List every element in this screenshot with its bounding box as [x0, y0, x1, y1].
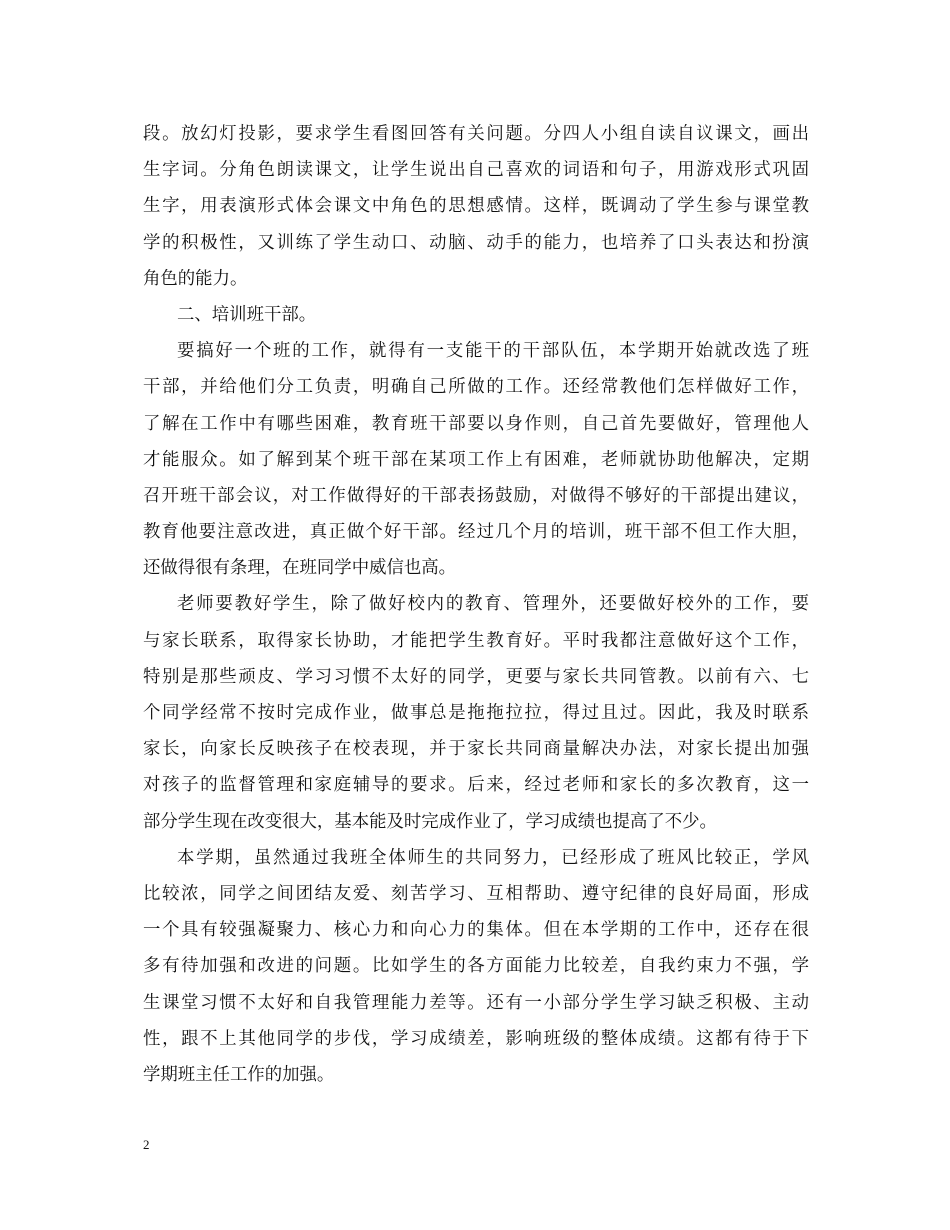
- text-line: 生字，用表演形式体会课文中角色的思想感情。这样，既调动了学生参与课堂教: [143, 196, 809, 217]
- text-line: 干部，并给他们分工负责，明确自己所做的工作。还经常教他们怎样做好工作，: [143, 377, 809, 398]
- text-line: 生字词。分角色朗读课文，让学生说出自己喜欢的词语和句子，用游戏形式巩固: [143, 160, 809, 181]
- text-line: 生课堂习惯不太好和自我管理能力差等。还有一小部分学生学习缺乏积极、主动: [143, 992, 809, 1013]
- text-line: 教育他要注意改进，真正做个好干部。经过几个月的培训，班干部不但工作大胆，: [143, 522, 809, 543]
- text-line: 部分学生现在改变很大，基本能及时完成作业了，学习成绩也提高了不少。: [143, 811, 717, 832]
- text-line: 学期班主任工作的加强。: [143, 1064, 335, 1085]
- text-line: 性，跟不上其他同学的步伐，学习成绩差，影响班级的整体成绩。这都有待于下: [143, 1028, 809, 1049]
- text-line: 家长，向家长反映孩子在校表现，并于家长共同商量解决办法，对家长提出加强: [143, 739, 809, 760]
- page-number: 2: [143, 1137, 150, 1152]
- text-line: 二、培训班干部。: [177, 304, 317, 325]
- text-line: 老师要教好学生，除了做好校内的教育、管理外，还要做好校外的工作，要: [177, 594, 809, 615]
- text-line: 特别是那些顽皮、学习习惯不太好的同学，更要与家长共同管教。以前有六、七: [143, 666, 809, 687]
- text-line: 才能服众。如了解到某个班干部在某项工作上有困难，老师就协助他解决，定期: [143, 449, 809, 470]
- text-line: 还做得很有条理，在班同学中威信也高。: [143, 558, 457, 579]
- text-line: 学的积极性，又训练了学生动口、动脑、动手的能力，也培养了口头表达和扮演: [143, 232, 809, 253]
- text-line: 比较浓，同学之间团结友爱、刻苦学习、互相帮助、遵守纪律的良好局面，形成: [143, 883, 809, 904]
- text-line: 多有待加强和改进的问题。比如学生的各方面能力比较差，自我约束力不强，学: [143, 956, 809, 977]
- text-line: 段。放幻灯投影，要求学生看图回答有关问题。分四人小组自读自议课文，画出: [143, 124, 809, 144]
- text-line: 了解在工作中有哪些困难，教育班干部要以身作则，自己首先要做好，管理他人: [143, 413, 809, 434]
- text-line: 召开班干部会议，对工作做得好的干部表扬鼓励，对做得不够好的干部提出建议，: [143, 485, 809, 506]
- text-line: 与家长联系，取得家长协助，才能把学生教育好。平时我都注意做好这个工作，: [143, 630, 809, 651]
- document-body-text: [143, 116, 809, 1093]
- text-line: 本学期，虽然通过我班全体师生的共同努力，已经形成了班风比较正，学风: [177, 847, 809, 868]
- text-line: 对孩子的监督管理和家庭辅导的要求。后来，经过老师和家长的多次教育，这一: [143, 775, 809, 796]
- text-line: 角色的能力。: [143, 268, 248, 289]
- text-line: 要搞好一个班的工作，就得有一支能干的干部队伍，本学期开始就改选了班: [177, 341, 809, 362]
- text-line: 一个具有较强凝聚力、核心力和向心力的集体。但在本学期的工作中，还存在很: [143, 920, 809, 941]
- text-line: 个同学经常不按时完成作业，做事总是拖拖拉拉，得过且过。因此，我及时联系: [143, 703, 809, 723]
